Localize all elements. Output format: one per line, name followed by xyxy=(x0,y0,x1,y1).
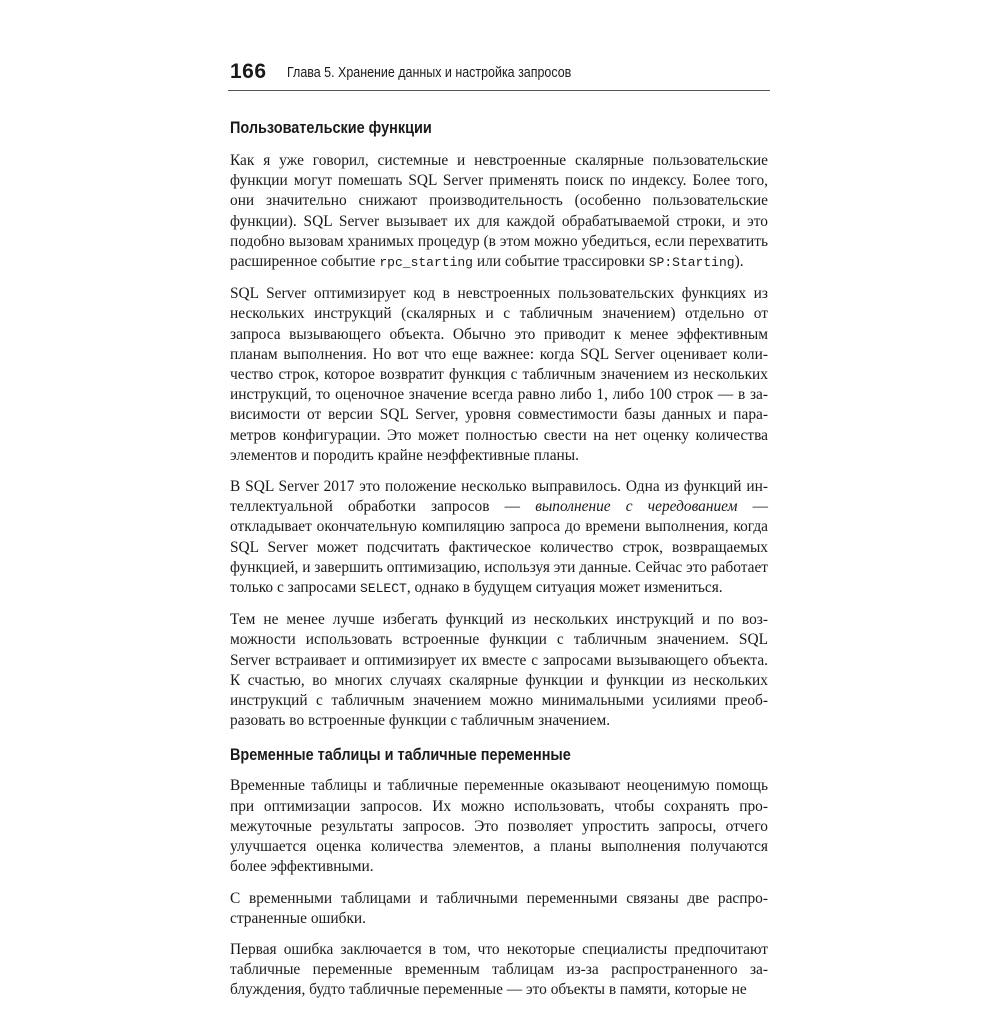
paragraph: SQL Server оптимизирует код в невстроенных пользовательских функциях из нескольких инструкций (скалярных и с табличным значением) отдельно от запроса вызывающего объекта. Обычно это приводит к менее эффективным планам выполнения. Но вот что еще важнее: когда SQL Server оценивает количество строк, которое возвратит функция с табличным значением из нескольких инструкций, то оценочное значение всегда равно либо 1, либо 100 строк — в зависимости от версии SQL Server, уровня совместимости базы данных и параметров конфигурации. Это может полностью свести на нет оценку количества элементов и породить крайне неэффективные планы. xyxy=(230,285,768,464)
code-select: SELECT xyxy=(360,581,407,597)
paragraph-text: ). xyxy=(734,253,744,271)
paragraph-text: Как я уже говорил, системные и невстроенные скалярные пользовательские функции могут помешать SQL Server применять поиск по индексу. Более того, они значительно снижают производительность (особенно пользовательские функции). SQL Server вызывает их для каждой обрабатываемой строки, и это подобно вызовам хранимых процедур (в этом можно убедиться, если перехватить расширенное событие xyxy=(230,152,768,271)
page-number: 166 xyxy=(230,60,267,83)
paragraph xyxy=(230,151,768,273)
paragraph-text: В SQL Server 2017 это положение несколько выправилось. Одна из функций интеллектуальной обработки запросов — xyxy=(230,478,768,516)
section-heading-user-functions: Пользовательские функции xyxy=(230,118,432,137)
chapter-title: Глава 5. Хранение данных и настройка запросов xyxy=(287,65,572,81)
running-header xyxy=(228,60,770,91)
paragraph-text: — откладывает окончательную компиляцию запроса до времени выполнения, когда SQL Server может подсчитать фактическое количество строк, возвращаемых функцией, и завершить оптимизацию, используя эти данные. Сейчас это работает только с запросами xyxy=(230,498,768,597)
code-rpc-starting: rpc_starting xyxy=(379,255,473,271)
paragraph-text: , однако в будущем ситуация может измениться. xyxy=(406,579,723,597)
paragraph: С временными таблицами и табличными переменными связаны две распространенные ошибки. xyxy=(230,889,768,927)
code-sp-starting: SP:Starting xyxy=(648,255,735,271)
paragraph: Тем не менее лучше избегать функций из нескольких инструкций и по возможности использовать встроенные функции с табличным значением. SQL Server встраивает и оптимизирует их вместе с запросами вызывающего объекта. К счастью, во многих случаях скалярные функции и функции из нескольких инструкций с табличным значением можно минимальными усилиями преобразовать во встроенные функции с табличным значением. xyxy=(230,611,768,730)
page-body xyxy=(230,118,768,1012)
emphasis-term: выполнение с чередованием xyxy=(535,498,738,516)
paragraph-text: или событие трассировки xyxy=(472,253,649,271)
paragraph: Первая ошибка заключается в том, что некоторые специалисты предпочитают табличные переменные временным таблицам из-за распространенного заблуждения, будто табличные переменные — это объекты в памяти, которые не xyxy=(230,940,768,999)
paragraph xyxy=(230,477,768,599)
paragraph: Временные таблицы и табличные переменные оказывают неоценимую помощь при оптимизации запросов. Их можно использовать, чтобы сохранять промежуточные результаты запросов. Это позволяет упростить запросы, отчего улучшается оценка количества элементов, а планы выполнения получаются более эффективными. xyxy=(230,777,768,876)
section-heading-temp-tables: Временные таблицы и табличные переменные xyxy=(230,745,571,765)
